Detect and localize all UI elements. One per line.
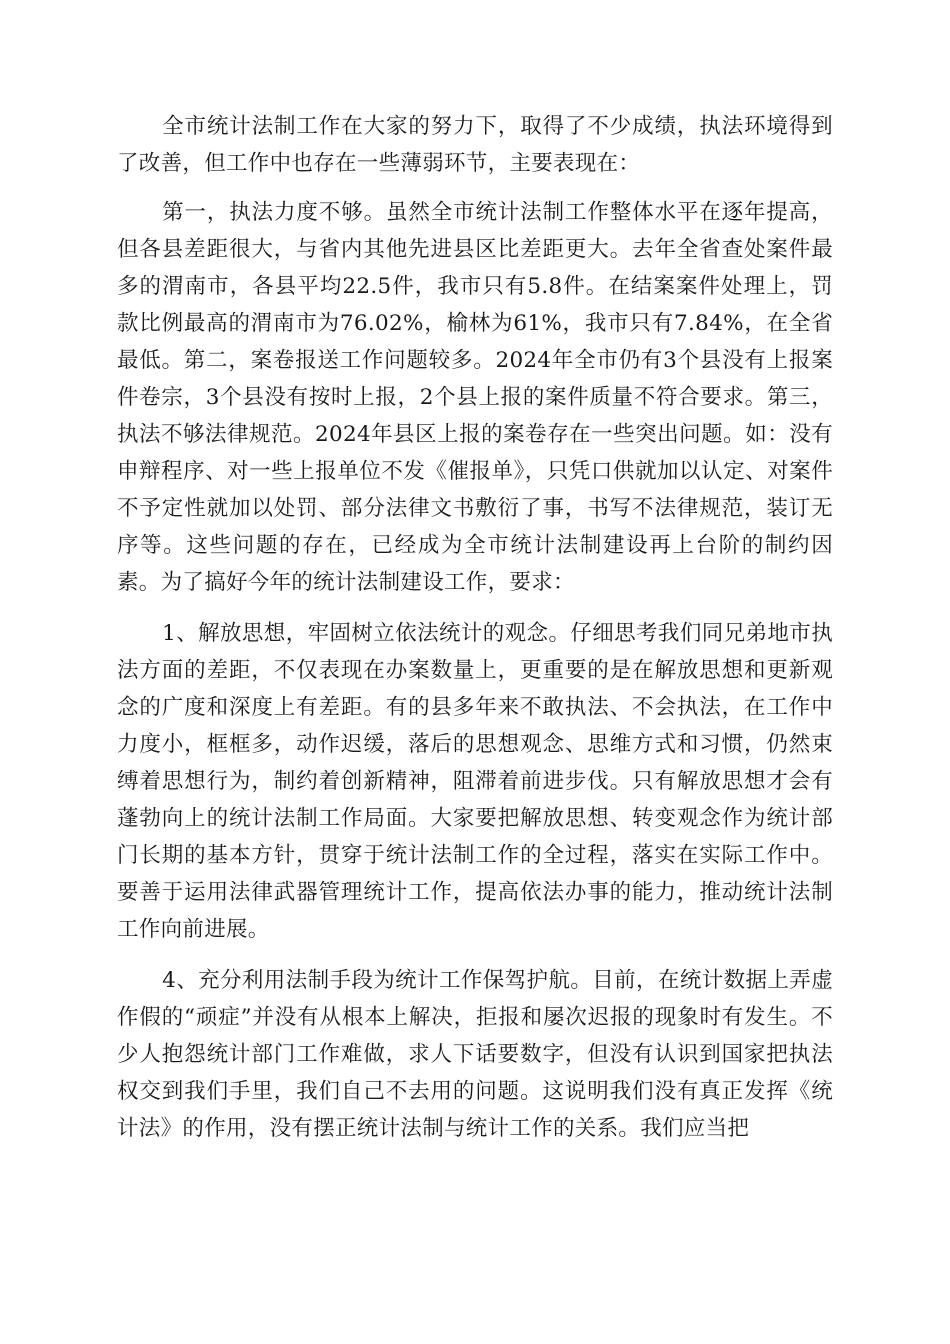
paragraph-point-1: 1、解放思想，牢固树立依法统计的观念。仔细思考我们同兄弟地市执法方面的差距，不仅表现在办案数量上，更重要的是在解放思想和更新观念的广度和深度上有差距。有的县多年来不敢执法、不会执法，在工作中力度小，框框多，动作迟缓，落后的思想观念、思维方式和习惯，仍然束缚着思想行为，制约着创新精神，阻滞着前进步伐。只有解放思想才会有蓬勃向上的统计法制工作局面。大家要把解放思想、转变观念作为统计部门长期的基本方针，贯穿于统计法制工作的全过程，落实在实际工作中。要善于运用法律武器管理统计工作，提高依法办事的能力，推动统计法制工作向前进展。: [117, 621, 833, 942]
paragraph-point-4: 4、充分利用法制手段为统计工作保驾护航。目前，在统计数据上弄虚作假的“顽症”并没有从根本上解决，拒报和屡次迟报的现象时有发生。不少人抱怨统计部门工作难做，求人下话要数字，但没有认识到国家把执法权交到我们手里，我们自己不去用的问题。这说明我们没有真正发挥《统计法》的作用，没有摆正统计法制与统计工作的关系。我们应当把: [117, 968, 833, 1141]
document-page: [117, 108, 833, 1161]
paragraph-problems: 第一，执法力度不够。虽然全市统计法制工作整体水平在逐年提高，但各县差距很大，与省内其他先进县区比差距更大。去年全省查处案件最多的渭南市，各县平均22.5件，我市只有5.8件。在结案案件处理上，罚款比例最高的渭南市为76.02%，榆林为61%，我市只有7.84%，在全省最低。第二，案卷报送工作问题较多。2024年全市仍有3个县没有上报案件卷宗，3个县没有按时上报，2个县上报的案件质量不符合要求。第三，执法不够法律规范。2024年县区上报的案卷存在一些突出问题。如：没有申辩程序、对一些上报单位不发《催报单》，只凭口供就加以认定、对案件不予定性就加以处罚、部分法律文书敷衍了事，书写不法律规范，装订无序等。这些问题的存在，已经成为全市统计法制建设再上台阶的制约因素。为了搞好今年的统计法制建设工作，要求：: [117, 200, 833, 595]
paragraph-intro: 全市统计法制工作在大家的努力下，取得了不少成绩，执法环境得到了改善，但工作中也存在一些薄弱环节，主要表现在：: [117, 114, 833, 176]
